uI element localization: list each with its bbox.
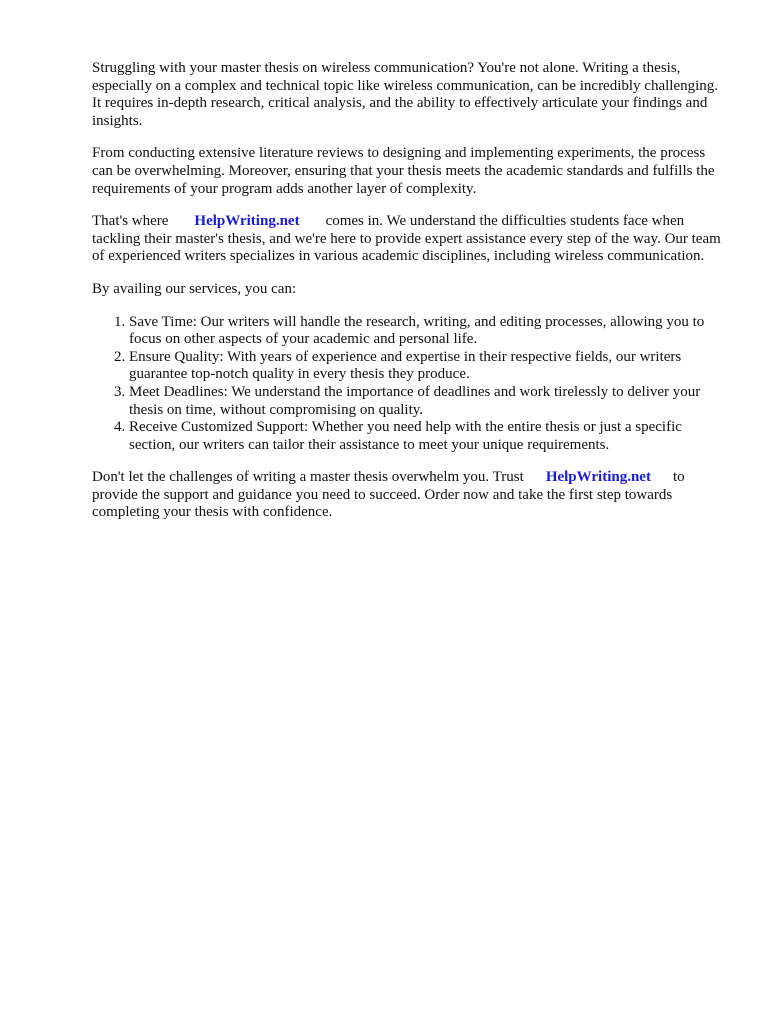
closing-paragraph-rest: to provide the support and guidance you need to succeed. Order now and take the first step towards completing your thesis with confidence.	[92, 469, 685, 521]
list-item: 1. Save Time: Our writers will handle the research, writing, and editing processes, allowing you to focus on other aspects of your academic and personal life.	[129, 314, 722, 349]
helpwriting-link-2[interactable]: HelpWriting.net	[545, 469, 651, 486]
list-item: 4. Receive Customized Support: Whether you need help with the entire thesis or just a specific section, our writers can tailor their assistance to meet your unique requirements.	[129, 419, 722, 454]
service-paragraph-lead: That's where	[92, 213, 169, 230]
benefits-intro: By availing our services, you can:	[92, 280, 297, 297]
list-item: 2. Ensure Quality: With years of experience and expertise in their respective fields, our writers guarantee top-notch quality in every thesis they produce.	[129, 349, 722, 384]
helpwriting-link-1[interactable]: HelpWriting.net	[194, 213, 300, 230]
list-item: 3. Meet Deadlines: We understand the importance of deadlines and work tirelessly to deliver your thesis on time, without compromising on quality.	[129, 384, 722, 419]
challenge-paragraph: From conducting extensive literature reviews to designing and implementing experiments, the process can be overwhelming. Moreover, ensuring that your thesis meets the academic standards and fulfills the requirements of your program adds another layer of complexity.	[92, 145, 715, 197]
closing-paragraph-lead: Don't let the challenges of writing a master thesis overwhelm you. Trust	[92, 469, 524, 486]
document-page	[92, 60, 722, 537]
intro-paragraph: Struggling with your master thesis on wireless communication? You're not alone. Writing a thesis, especially on a complex and technical topic like wireless communication, can be incredibly challenging. It requires in-depth research, critical analysis, and the ability to effectively articulate your findings and insights.	[92, 60, 719, 129]
benefits-list	[92, 314, 722, 455]
service-paragraph-rest: comes in. We understand the difficulties students face when tackling their master's thesis, and we're here to provide expert assistance every step of the way. Our team of experienced writers specializes in various academic disciplines, including wireless communication.	[92, 213, 721, 265]
closing-paragraph	[92, 469, 722, 522]
service-paragraph	[92, 213, 722, 266]
